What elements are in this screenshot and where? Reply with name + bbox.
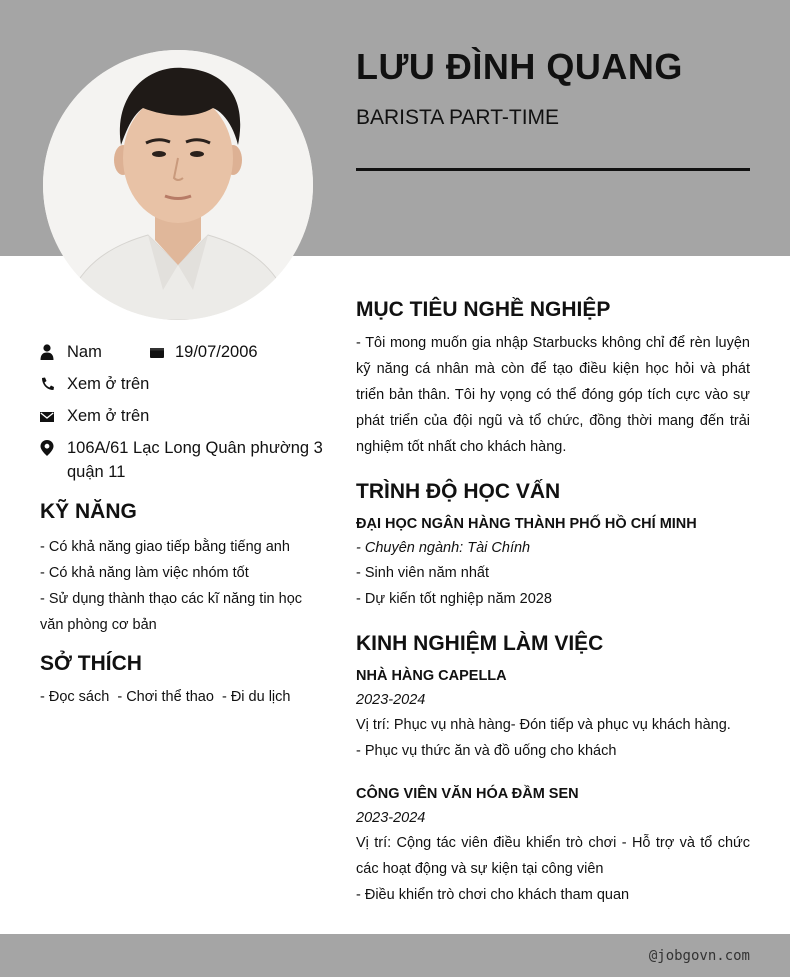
skill-item: - Có khả năng giao tiếp bằng tiếng anh	[40, 539, 290, 555]
email-row	[40, 404, 325, 428]
address-value: 106A/61 Lạc Long Quân phường 3 quận 11	[67, 439, 360, 481]
phone-value: Xem ở trên	[67, 375, 150, 393]
left-column	[40, 340, 360, 710]
skills-title: KỸ NĂNG	[40, 500, 137, 523]
right-column	[356, 298, 750, 908]
skill-item: - Sử dụng thành thạo các kĩ năng tin học văn phòng cơ bản	[40, 591, 303, 633]
candidate-role: BARISTA PART-TIME	[356, 106, 560, 129]
job-detail: - Điều khiển trò chơi cho khách tham quan	[356, 887, 630, 903]
school-name: ĐẠI HỌC NGÂN HÀNG THÀNH PHỐ HỒ CHÍ MINH	[356, 516, 697, 532]
objective-text: - Tôi mong muốn gia nhập Starbucks không chỉ để rèn luyện kỹ năng cá nhân mà còn để tạo điều kiện học hỏi và phát triển bản thân. Tôi hy vọng có thể đóng góp tích cực vào sự phát triển của đội ngũ và tổ chức, đồng thời mang đến trải nghiệm tốt nhất cho khách hàng.	[356, 335, 750, 455]
hobbies-title: SỞ THÍCH	[40, 652, 142, 675]
education-major: - Chuyên ngành: Tài Chính	[356, 540, 531, 556]
portrait-illustration	[43, 50, 313, 320]
job-entry	[356, 782, 750, 908]
job-period: 2023-2024	[356, 810, 426, 826]
objective-title: MỤC TIÊU NGHỀ NGHIỆP	[356, 298, 611, 321]
footer-band	[0, 934, 790, 977]
experience-title: KINH NGHIỆM LÀM VIỆC	[356, 632, 604, 655]
job-position: Vị trí: Phục vụ nhà hàng- Đón tiếp và phục vụ khách hàng.	[356, 717, 731, 733]
calendar-icon	[150, 344, 164, 360]
footer-watermark: @jobgovn.com	[648, 948, 750, 964]
job-organization: CÔNG VIÊN VĂN HÓA ĐẦM SEN	[356, 786, 579, 802]
phone-row	[40, 372, 325, 396]
gender-value: Nam	[67, 343, 102, 361]
profile-photo	[43, 50, 313, 320]
job-detail: - Phục vụ thức ăn và đồ uống cho khách	[356, 743, 617, 759]
education-title: TRÌNH ĐỘ HỌC VẤN	[356, 480, 561, 503]
education-item: - Dự kiến tốt nghiệp năm 2028	[356, 591, 552, 607]
phone-icon	[40, 376, 54, 392]
header-divider	[356, 168, 750, 171]
email-value: Xem ở trên	[67, 407, 150, 425]
gender-birthdate-row	[40, 340, 325, 364]
location-pin-icon	[40, 440, 54, 456]
mail-icon	[40, 408, 54, 424]
candidate-name: LƯU ĐÌNH QUANG	[356, 46, 683, 87]
person-icon	[40, 344, 54, 360]
job-organization: NHÀ HÀNG CAPELLA	[356, 668, 507, 684]
skills-list	[40, 534, 325, 638]
education-item: - Sinh viên năm nhất	[356, 565, 489, 581]
job-period: 2023-2024	[356, 692, 426, 708]
birthdate-value: 19/07/2006	[175, 343, 258, 361]
skill-item: - Có khả năng làm việc nhóm tốt	[40, 565, 249, 581]
address-row	[40, 436, 360, 484]
hobbies-text: - Đọc sách - Chơi thể thao - Đi du lịch	[40, 689, 291, 705]
job-entry	[356, 664, 750, 764]
job-position: Vị trí: Cộng tác viên điều khiển trò chơi - Hỗ trợ và tổ chức các hoạt động và sự kiện tại công viên	[356, 835, 750, 877]
